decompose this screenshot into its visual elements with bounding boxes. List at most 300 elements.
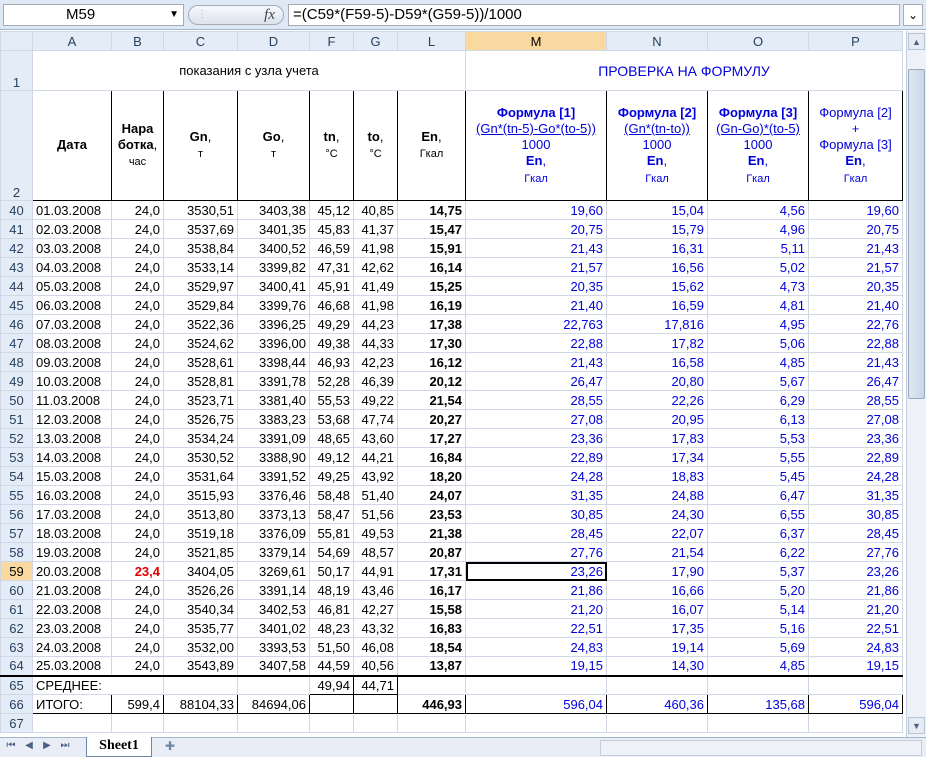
gn-cell[interactable]: 3528,61 <box>164 353 238 372</box>
formula-sum-cell[interactable]: 27,08 <box>809 410 903 429</box>
formula-1-cell[interactable]: 22,88 <box>466 334 607 353</box>
formula-3-cell[interactable]: 5,67 <box>708 372 809 391</box>
to-cell[interactable]: 41,98 <box>354 296 398 315</box>
go-cell[interactable]: 3391,78 <box>238 372 310 391</box>
formula-sum-cell[interactable]: 28,45 <box>809 524 903 543</box>
row-header[interactable]: 62 <box>1 619 33 638</box>
row-header[interactable]: 63 <box>1 638 33 657</box>
formula-1-cell[interactable]: 31,35 <box>466 486 607 505</box>
formula-3-cell[interactable]: 6,47 <box>708 486 809 505</box>
date-cell[interactable]: 17.03.2008 <box>33 505 112 524</box>
formula-check-title[interactable]: ПРОВЕРКА НА ФОРМУЛУ <box>466 51 903 91</box>
cell[interactable] <box>466 676 607 695</box>
formula-sum-cell[interactable]: 21,86 <box>809 581 903 600</box>
en-cell[interactable]: 21,54 <box>398 391 466 410</box>
formula-3-cell[interactable]: 5,14 <box>708 600 809 619</box>
to-cell[interactable]: 51,40 <box>354 486 398 505</box>
column-header-a[interactable]: A <box>33 32 112 51</box>
formula-3-cell[interactable]: 6,55 <box>708 505 809 524</box>
formula-1-cell[interactable]: 19,60 <box>466 201 607 220</box>
formula-1-cell[interactable]: 23,26 <box>466 562 607 581</box>
formula-2-cell[interactable]: 16,59 <box>607 296 708 315</box>
go-cell[interactable]: 3376,46 <box>238 486 310 505</box>
date-cell[interactable]: 22.03.2008 <box>33 600 112 619</box>
formula-3-cell[interactable]: 6,22 <box>708 543 809 562</box>
cell[interactable] <box>354 695 398 714</box>
formula-1-cell[interactable]: 30,85 <box>466 505 607 524</box>
average-to[interactable]: 44,71 <box>354 676 398 695</box>
gn-cell[interactable]: 3535,77 <box>164 619 238 638</box>
formula-sum-cell[interactable]: 20,35 <box>809 277 903 296</box>
formula-2-cell[interactable]: 15,04 <box>607 201 708 220</box>
prev-sheet-icon[interactable]: ◀ <box>25 740 33 751</box>
gn-cell[interactable]: 3513,80 <box>164 505 238 524</box>
date-cell[interactable]: 01.03.2008 <box>33 201 112 220</box>
date-cell[interactable]: 11.03.2008 <box>33 391 112 410</box>
total-gn[interactable]: 88104,33 <box>164 695 238 714</box>
formula-sum-cell[interactable]: 28,55 <box>809 391 903 410</box>
name-box-dropdown-icon[interactable]: ▼ <box>169 9 179 20</box>
tn-cell[interactable]: 49,12 <box>310 448 354 467</box>
column-header-b[interactable]: B <box>112 32 164 51</box>
formula-sum-cell[interactable]: 22,89 <box>809 448 903 467</box>
formula-2-cell[interactable]: 14,30 <box>607 657 708 676</box>
formula-3-cell[interactable]: 4,95 <box>708 315 809 334</box>
cell[interactable] <box>310 695 354 714</box>
row-header[interactable]: 48 <box>1 353 33 372</box>
hours-cell[interactable]: 24,0 <box>112 448 164 467</box>
horizontal-scrollbar[interactable] <box>600 740 922 756</box>
gn-cell[interactable]: 3529,97 <box>164 277 238 296</box>
go-cell[interactable]: 3396,00 <box>238 334 310 353</box>
formula-2-cell[interactable]: 16,56 <box>607 258 708 277</box>
column-header-d[interactable]: D <box>238 32 310 51</box>
column-header-o[interactable]: O <box>708 32 809 51</box>
row-header[interactable]: 53 <box>1 448 33 467</box>
en-cell[interactable]: 24,07 <box>398 486 466 505</box>
gn-cell[interactable]: 3526,26 <box>164 581 238 600</box>
date-cell[interactable]: 20.03.2008 <box>33 562 112 581</box>
hours-cell[interactable]: 24,0 <box>112 258 164 277</box>
total-formula-sum[interactable]: 596,04 <box>809 695 903 714</box>
to-cell[interactable]: 46,08 <box>354 638 398 657</box>
go-cell[interactable]: 3388,90 <box>238 448 310 467</box>
formula-2-cell[interactable]: 24,88 <box>607 486 708 505</box>
row-header[interactable]: 52 <box>1 429 33 448</box>
en-cell[interactable]: 16,12 <box>398 353 466 372</box>
formula-3-cell[interactable]: 6,13 <box>708 410 809 429</box>
tn-cell[interactable]: 46,59 <box>310 239 354 258</box>
to-cell[interactable]: 47,74 <box>354 410 398 429</box>
cell[interactable] <box>809 714 903 733</box>
hours-cell[interactable]: 24,0 <box>112 201 164 220</box>
formula-2-cell[interactable]: 16,31 <box>607 239 708 258</box>
cell[interactable] <box>607 714 708 733</box>
formula-1-cell[interactable]: 27,08 <box>466 410 607 429</box>
tn-cell[interactable]: 48,19 <box>310 581 354 600</box>
header-formula-sum[interactable]: Формула [2] + Формула [3] En, Гкал <box>809 91 903 201</box>
tn-cell[interactable]: 48,23 <box>310 619 354 638</box>
tn-cell[interactable]: 45,83 <box>310 220 354 239</box>
formula-3-cell[interactable]: 4,85 <box>708 353 809 372</box>
formula-sum-cell[interactable]: 24,28 <box>809 467 903 486</box>
to-cell[interactable]: 42,23 <box>354 353 398 372</box>
expand-formula-bar-icon[interactable]: ⌄ <box>903 4 923 26</box>
to-cell[interactable]: 41,49 <box>354 277 398 296</box>
total-formula-3[interactable]: 135,68 <box>708 695 809 714</box>
row-header[interactable]: 45 <box>1 296 33 315</box>
hours-cell[interactable]: 24,0 <box>112 372 164 391</box>
to-cell[interactable]: 49,22 <box>354 391 398 410</box>
hours-cell[interactable]: 24,0 <box>112 353 164 372</box>
row-header[interactable]: 54 <box>1 467 33 486</box>
formula-sum-cell[interactable]: 22,88 <box>809 334 903 353</box>
en-cell[interactable]: 20,27 <box>398 410 466 429</box>
formula-2-cell[interactable]: 17,35 <box>607 619 708 638</box>
insert-function-icon[interactable]: fx <box>264 7 275 23</box>
date-cell[interactable]: 13.03.2008 <box>33 429 112 448</box>
gn-cell[interactable]: 3522,36 <box>164 315 238 334</box>
en-cell[interactable]: 20,12 <box>398 372 466 391</box>
formula-1-cell[interactable]: 21,86 <box>466 581 607 600</box>
formula-1-cell[interactable]: 22,89 <box>466 448 607 467</box>
gn-cell[interactable]: 3528,81 <box>164 372 238 391</box>
row-header[interactable]: 66 <box>1 695 33 714</box>
formula-sum-cell[interactable]: 19,15 <box>809 657 903 676</box>
header-formula-2[interactable]: Формула [2] (Gn*(tn-to)) 1000 En, Гкал <box>607 91 708 201</box>
tn-cell[interactable]: 55,53 <box>310 391 354 410</box>
formula-1-cell[interactable]: 24,28 <box>466 467 607 486</box>
row-header[interactable]: 65 <box>1 676 33 695</box>
en-cell[interactable]: 23,53 <box>398 505 466 524</box>
tn-cell[interactable]: 49,25 <box>310 467 354 486</box>
row-header[interactable]: 59 <box>1 562 33 581</box>
date-cell[interactable]: 07.03.2008 <box>33 315 112 334</box>
formula-3-cell[interactable]: 5,16 <box>708 619 809 638</box>
tn-cell[interactable]: 49,29 <box>310 315 354 334</box>
formula-3-cell[interactable]: 5,53 <box>708 429 809 448</box>
total-formula-2[interactable]: 460,36 <box>607 695 708 714</box>
to-cell[interactable]: 43,46 <box>354 581 398 600</box>
to-cell[interactable]: 44,21 <box>354 448 398 467</box>
hours-cell[interactable]: 24,0 <box>112 334 164 353</box>
gn-cell[interactable]: 3537,69 <box>164 220 238 239</box>
en-cell[interactable]: 17,38 <box>398 315 466 334</box>
date-cell[interactable]: 04.03.2008 <box>33 258 112 277</box>
tn-cell[interactable]: 58,47 <box>310 505 354 524</box>
go-cell[interactable]: 3269,61 <box>238 562 310 581</box>
gn-cell[interactable]: 3531,64 <box>164 467 238 486</box>
to-cell[interactable]: 42,27 <box>354 600 398 619</box>
column-header-p[interactable]: P <box>809 32 903 51</box>
total-go[interactable]: 84694,06 <box>238 695 310 714</box>
go-cell[interactable]: 3407,58 <box>238 657 310 676</box>
date-cell[interactable]: 24.03.2008 <box>33 638 112 657</box>
tn-cell[interactable]: 55,81 <box>310 524 354 543</box>
name-box[interactable] <box>3 4 184 26</box>
formula-input[interactable]: =(C59*(F59-5)-D59*(G59-5))/1000 <box>288 4 900 26</box>
gn-cell[interactable]: 3530,52 <box>164 448 238 467</box>
gn-cell[interactable]: 3529,84 <box>164 296 238 315</box>
hours-cell[interactable]: 24,0 <box>112 543 164 562</box>
cell[interactable] <box>238 714 310 733</box>
row-header[interactable]: 43 <box>1 258 33 277</box>
date-cell[interactable]: 19.03.2008 <box>33 543 112 562</box>
hours-cell[interactable]: 24,0 <box>112 505 164 524</box>
hours-cell[interactable]: 24,0 <box>112 391 164 410</box>
en-cell[interactable]: 15,58 <box>398 600 466 619</box>
row-header[interactable]: 47 <box>1 334 33 353</box>
gn-cell[interactable]: 3532,00 <box>164 638 238 657</box>
to-cell[interactable]: 43,92 <box>354 467 398 486</box>
hours-cell[interactable]: 24,0 <box>112 429 164 448</box>
to-cell[interactable]: 43,32 <box>354 619 398 638</box>
to-cell[interactable]: 46,39 <box>354 372 398 391</box>
formula-2-cell[interactable]: 22,07 <box>607 524 708 543</box>
go-cell[interactable]: 3391,52 <box>238 467 310 486</box>
total-en[interactable]: 446,93 <box>398 695 466 714</box>
cell[interactable] <box>466 714 607 733</box>
formula-1-cell[interactable]: 21,40 <box>466 296 607 315</box>
go-cell[interactable]: 3400,41 <box>238 277 310 296</box>
to-cell[interactable]: 44,33 <box>354 334 398 353</box>
formula-1-cell[interactable]: 21,57 <box>466 258 607 277</box>
formula-2-cell[interactable]: 21,54 <box>607 543 708 562</box>
to-cell[interactable]: 41,37 <box>354 220 398 239</box>
row-header[interactable]: 50 <box>1 391 33 410</box>
gn-cell[interactable]: 3404,05 <box>164 562 238 581</box>
formula-sum-cell[interactable]: 19,60 <box>809 201 903 220</box>
row-header[interactable]: 67 <box>1 714 33 733</box>
row-header[interactable]: 40 <box>1 201 33 220</box>
select-all-corner[interactable] <box>1 32 33 51</box>
formula-sum-cell[interactable]: 20,75 <box>809 220 903 239</box>
header-formula-1[interactable]: Формула [1] (Gn*(tn-5)-Go*(to-5)) 1000 En, Гкал <box>466 91 607 201</box>
formula-3-cell[interactable]: 4,96 <box>708 220 809 239</box>
formula-1-cell[interactable]: 22,763 <box>466 315 607 334</box>
formula-2-cell[interactable]: 22,26 <box>607 391 708 410</box>
tn-cell[interactable]: 46,81 <box>310 600 354 619</box>
formula-3-cell[interactable]: 5,06 <box>708 334 809 353</box>
hours-cell[interactable]: 23,4 <box>112 562 164 581</box>
go-cell[interactable]: 3401,35 <box>238 220 310 239</box>
en-cell[interactable]: 20,87 <box>398 543 466 562</box>
go-cell[interactable]: 3399,82 <box>238 258 310 277</box>
cell[interactable] <box>708 676 809 695</box>
total-formula-1[interactable]: 596,04 <box>466 695 607 714</box>
formula-3-cell[interactable]: 5,20 <box>708 581 809 600</box>
column-header-g[interactable]: G <box>354 32 398 51</box>
hours-cell[interactable]: 24,0 <box>112 581 164 600</box>
tn-cell[interactable]: 49,38 <box>310 334 354 353</box>
cell[interactable] <box>398 676 466 695</box>
hours-cell[interactable]: 24,0 <box>112 220 164 239</box>
row-header[interactable]: 51 <box>1 410 33 429</box>
tn-cell[interactable]: 44,59 <box>310 657 354 676</box>
tn-cell[interactable]: 46,93 <box>310 353 354 372</box>
en-cell[interactable]: 16,17 <box>398 581 466 600</box>
en-cell[interactable]: 17,27 <box>398 429 466 448</box>
date-cell[interactable]: 06.03.2008 <box>33 296 112 315</box>
to-cell[interactable]: 51,56 <box>354 505 398 524</box>
formula-3-cell[interactable]: 6,37 <box>708 524 809 543</box>
date-cell[interactable]: 18.03.2008 <box>33 524 112 543</box>
row-header[interactable]: 41 <box>1 220 33 239</box>
formula-1-cell[interactable]: 26,47 <box>466 372 607 391</box>
formula-1-cell[interactable]: 19,15 <box>466 657 607 676</box>
gn-cell[interactable]: 3523,71 <box>164 391 238 410</box>
go-cell[interactable]: 3376,09 <box>238 524 310 543</box>
row-header[interactable]: 49 <box>1 372 33 391</box>
formula-2-cell[interactable]: 17,82 <box>607 334 708 353</box>
formula-2-cell[interactable]: 15,79 <box>607 220 708 239</box>
tn-cell[interactable]: 48,65 <box>310 429 354 448</box>
gn-cell[interactable]: 3519,18 <box>164 524 238 543</box>
hours-cell[interactable]: 24,0 <box>112 410 164 429</box>
hours-cell[interactable]: 24,0 <box>112 657 164 676</box>
row-header[interactable]: 61 <box>1 600 33 619</box>
formula-1-cell[interactable]: 23,36 <box>466 429 607 448</box>
formula-sum-cell[interactable]: 21,40 <box>809 296 903 315</box>
formula-2-cell[interactable]: 16,66 <box>607 581 708 600</box>
go-cell[interactable]: 3398,44 <box>238 353 310 372</box>
sheet-tab-sheet1[interactable]: Sheet1 <box>86 737 152 757</box>
hours-cell[interactable]: 24,0 <box>112 467 164 486</box>
resize-handle-icon[interactable]: ⋮ <box>197 9 207 20</box>
formula-sum-cell[interactable]: 27,76 <box>809 543 903 562</box>
date-cell[interactable]: 25.03.2008 <box>33 657 112 676</box>
date-cell[interactable]: 03.03.2008 <box>33 239 112 258</box>
tn-cell[interactable]: 52,28 <box>310 372 354 391</box>
tn-cell[interactable]: 58,48 <box>310 486 354 505</box>
date-cell[interactable]: 02.03.2008 <box>33 220 112 239</box>
insert-sheet-icon[interactable]: ✚ <box>164 739 176 753</box>
hours-cell[interactable]: 24,0 <box>112 524 164 543</box>
formula-sum-cell[interactable]: 23,36 <box>809 429 903 448</box>
cell[interactable] <box>112 714 164 733</box>
cell[interactable] <box>607 676 708 695</box>
hours-cell[interactable]: 24,0 <box>112 638 164 657</box>
to-cell[interactable]: 49,53 <box>354 524 398 543</box>
cell[interactable] <box>164 676 238 695</box>
gn-cell[interactable]: 3530,51 <box>164 201 238 220</box>
formula-3-cell[interactable]: 5,11 <box>708 239 809 258</box>
en-cell[interactable]: 15,91 <box>398 239 466 258</box>
row-header[interactable]: 60 <box>1 581 33 600</box>
formula-2-cell[interactable]: 24,30 <box>607 505 708 524</box>
formula-2-cell[interactable]: 16,58 <box>607 353 708 372</box>
to-cell[interactable]: 41,98 <box>354 239 398 258</box>
go-cell[interactable]: 3396,25 <box>238 315 310 334</box>
row-header[interactable]: 56 <box>1 505 33 524</box>
formula-sum-cell[interactable]: 22,76 <box>809 315 903 334</box>
formula-3-cell[interactable]: 4,81 <box>708 296 809 315</box>
header-gn[interactable]: Gn, т <box>164 91 238 201</box>
last-sheet-icon[interactable]: ⏭ <box>60 740 70 751</box>
formula-1-cell[interactable]: 28,55 <box>466 391 607 410</box>
column-header-m[interactable]: M <box>466 32 607 51</box>
formula-2-cell[interactable]: 17,816 <box>607 315 708 334</box>
en-cell[interactable]: 16,14 <box>398 258 466 277</box>
tn-cell[interactable]: 45,91 <box>310 277 354 296</box>
date-cell[interactable]: 05.03.2008 <box>33 277 112 296</box>
formula-1-cell[interactable]: 20,35 <box>466 277 607 296</box>
go-cell[interactable]: 3379,14 <box>238 543 310 562</box>
cell[interactable] <box>164 714 238 733</box>
formula-sum-cell[interactable]: 21,57 <box>809 258 903 277</box>
cell[interactable] <box>33 714 112 733</box>
header-go[interactable]: Go, т <box>238 91 310 201</box>
formula-3-cell[interactable]: 4,85 <box>708 657 809 676</box>
to-cell[interactable]: 40,85 <box>354 201 398 220</box>
formula-1-cell[interactable]: 24,83 <box>466 638 607 657</box>
formula-3-cell[interactable]: 4,56 <box>708 201 809 220</box>
scroll-down-icon[interactable]: ▼ <box>908 717 925 734</box>
column-header-n[interactable]: N <box>607 32 708 51</box>
en-cell[interactable]: 18,20 <box>398 467 466 486</box>
formula-2-cell[interactable]: 19,14 <box>607 638 708 657</box>
header-to[interactable]: to, °С <box>354 91 398 201</box>
scroll-thumb[interactable] <box>908 69 925 399</box>
meter-readings-title[interactable]: показания с узла учета <box>33 51 466 91</box>
date-cell[interactable]: 09.03.2008 <box>33 353 112 372</box>
hours-cell[interactable]: 24,0 <box>112 315 164 334</box>
tn-cell[interactable]: 54,69 <box>310 543 354 562</box>
tn-cell[interactable]: 50,17 <box>310 562 354 581</box>
next-sheet-icon[interactable]: ▶ <box>43 740 51 751</box>
header-en[interactable]: En, Гкал <box>398 91 466 201</box>
column-header-l[interactable]: L <box>398 32 466 51</box>
en-cell[interactable]: 17,30 <box>398 334 466 353</box>
en-cell[interactable]: 16,84 <box>398 448 466 467</box>
gn-cell[interactable]: 3526,75 <box>164 410 238 429</box>
en-cell[interactable]: 14,75 <box>398 201 466 220</box>
tn-cell[interactable]: 47,31 <box>310 258 354 277</box>
date-cell[interactable]: 16.03.2008 <box>33 486 112 505</box>
hours-cell[interactable]: 24,0 <box>112 619 164 638</box>
gn-cell[interactable]: 3540,34 <box>164 600 238 619</box>
hours-cell[interactable]: 24,0 <box>112 296 164 315</box>
cell[interactable] <box>238 676 310 695</box>
formula-2-cell[interactable]: 17,34 <box>607 448 708 467</box>
formula-2-cell[interactable]: 20,80 <box>607 372 708 391</box>
go-cell[interactable]: 3391,09 <box>238 429 310 448</box>
formula-1-cell[interactable]: 22,51 <box>466 619 607 638</box>
formula-1-cell[interactable]: 20,75 <box>466 220 607 239</box>
go-cell[interactable]: 3391,14 <box>238 581 310 600</box>
gn-cell[interactable]: 3524,62 <box>164 334 238 353</box>
column-header-f[interactable]: F <box>310 32 354 51</box>
total-hours[interactable]: 599,4 <box>112 695 164 714</box>
to-cell[interactable]: 40,56 <box>354 657 398 676</box>
formula-sum-cell[interactable]: 31,35 <box>809 486 903 505</box>
header-tn[interactable]: tn, °С <box>310 91 354 201</box>
date-cell[interactable]: 10.03.2008 <box>33 372 112 391</box>
formula-3-cell[interactable]: 6,29 <box>708 391 809 410</box>
formula-sum-cell[interactable]: 24,83 <box>809 638 903 657</box>
to-cell[interactable]: 44,23 <box>354 315 398 334</box>
row-header[interactable]: 57 <box>1 524 33 543</box>
go-cell[interactable]: 3402,53 <box>238 600 310 619</box>
date-cell[interactable]: 14.03.2008 <box>33 448 112 467</box>
en-cell[interactable]: 13,87 <box>398 657 466 676</box>
to-cell[interactable]: 44,91 <box>354 562 398 581</box>
gn-cell[interactable]: 3538,84 <box>164 239 238 258</box>
formula-2-cell[interactable]: 15,62 <box>607 277 708 296</box>
formula-1-cell[interactable]: 21,43 <box>466 353 607 372</box>
row-header[interactable]: 1 <box>1 51 33 91</box>
go-cell[interactable]: 3381,40 <box>238 391 310 410</box>
